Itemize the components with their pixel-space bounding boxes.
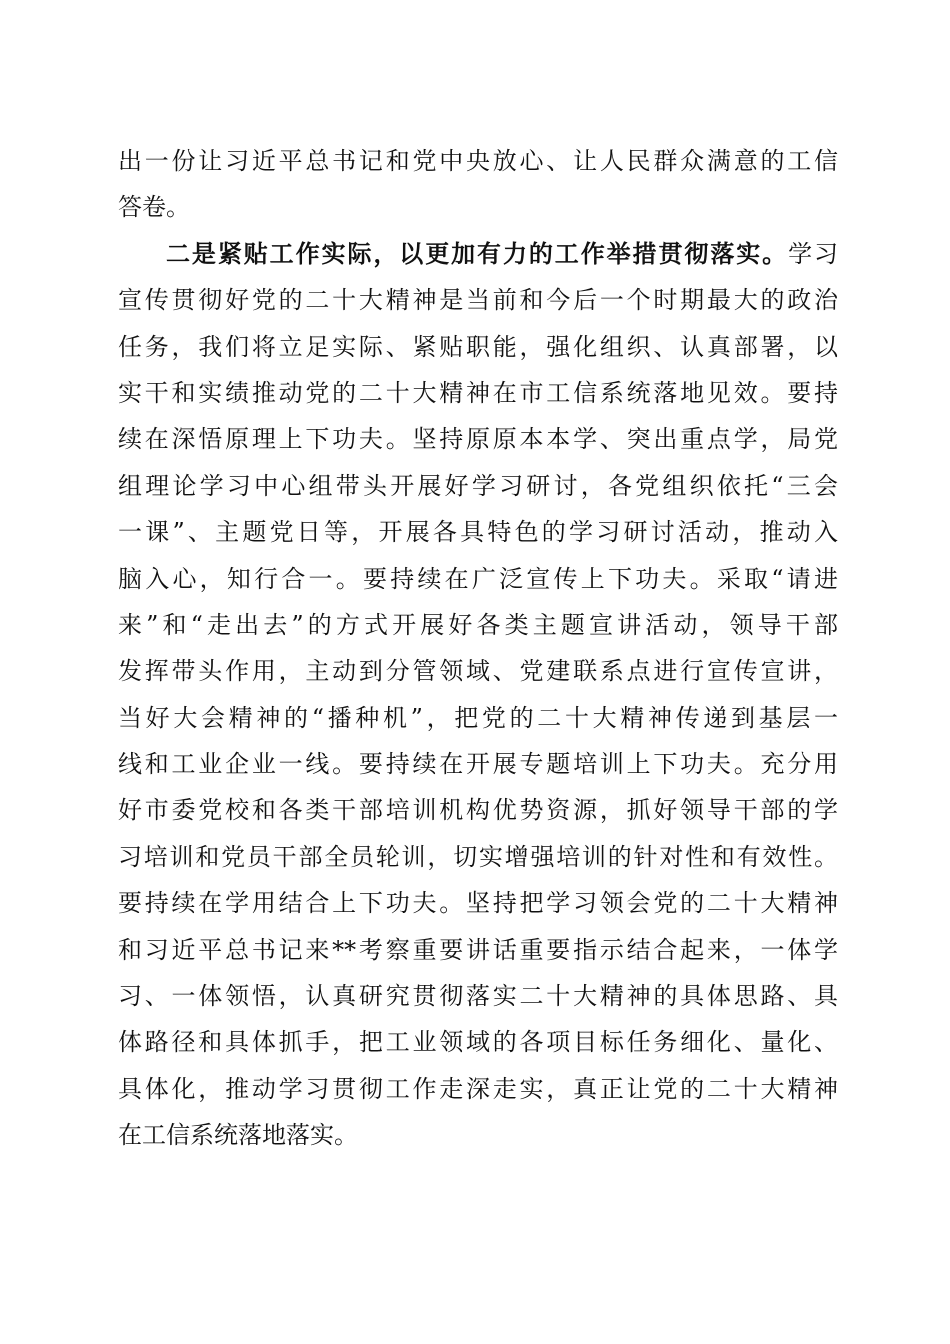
text-line: 线和工业企业一线。要持续在开展专题培训上下功夫。充分用	[118, 750, 838, 779]
text-line: 习培训和党员干部全员轮训，切实增强培训的针对性和有效性。	[118, 842, 838, 871]
text-line: 习、一体领悟，认真研究贯彻落实二十大精神的具体思路、具	[118, 982, 838, 1011]
text-line: 实干和实绩推动党的二十大精神在市工信系统落地见效。要持	[118, 378, 838, 407]
text-line: 来”和“走出去”的方式开展好各类主题宣讲活动，领导干部	[118, 610, 838, 639]
paragraph-first-line	[118, 231, 838, 277]
text-line: 续在深悟原理上下功夫。坚持原原本本学、突出重点学，局党	[118, 425, 838, 454]
text-line: 宣传贯彻好党的二十大精神是当前和今后一个时期最大的政治	[118, 286, 838, 315]
text-line: 组理论学习中心组带头开展好学习研讨，各党组织依托“三会	[118, 471, 838, 500]
document-body	[118, 138, 838, 1159]
text-line: 任务，我们将立足实际、紧贴职能，强化组织、认真部署，以	[118, 332, 838, 361]
text-line: 发挥带头作用，主动到分管领域、党建联系点进行宣传宣讲，	[118, 657, 838, 686]
text-line: 要持续在学用结合上下功夫。坚持把学习领会党的二十大精神	[118, 889, 838, 918]
text-line: 出一份让习近平总书记和党中央放心、让人民群众满意的工信	[118, 147, 838, 175]
text-line: 答卷。	[118, 193, 190, 222]
text-line: 学习	[788, 239, 838, 268]
section-heading: 二是紧贴工作实际，以更加有力的工作举措贯彻落实。	[166, 238, 789, 268]
text-line: 好市委党校和各类干部培训机构优势资源，抓好领导干部的学	[118, 796, 838, 825]
text-line: 体路径和具体抓手，把工业领域的各项目标任务细化、量化、	[118, 1028, 838, 1057]
text-line: 在工信系统落地落实。	[118, 1121, 358, 1150]
text-line: 脑入心，知行合一。要持续在广泛宣传上下功夫。采取“请进	[118, 564, 838, 593]
text-line: 一课”、主题党日等，开展各具特色的学习研讨活动，推动入	[118, 518, 838, 547]
text-line: 和习近平总书记来**考察重要讲话重要指示结合起来，一体学	[118, 935, 838, 964]
text-line: 当好大会精神的“播种机”，把党的二十大精神传递到基层一	[118, 703, 838, 732]
text-line: 具体化，推动学习贯彻工作走深走实，真正让党的二十大精神	[118, 1074, 838, 1103]
